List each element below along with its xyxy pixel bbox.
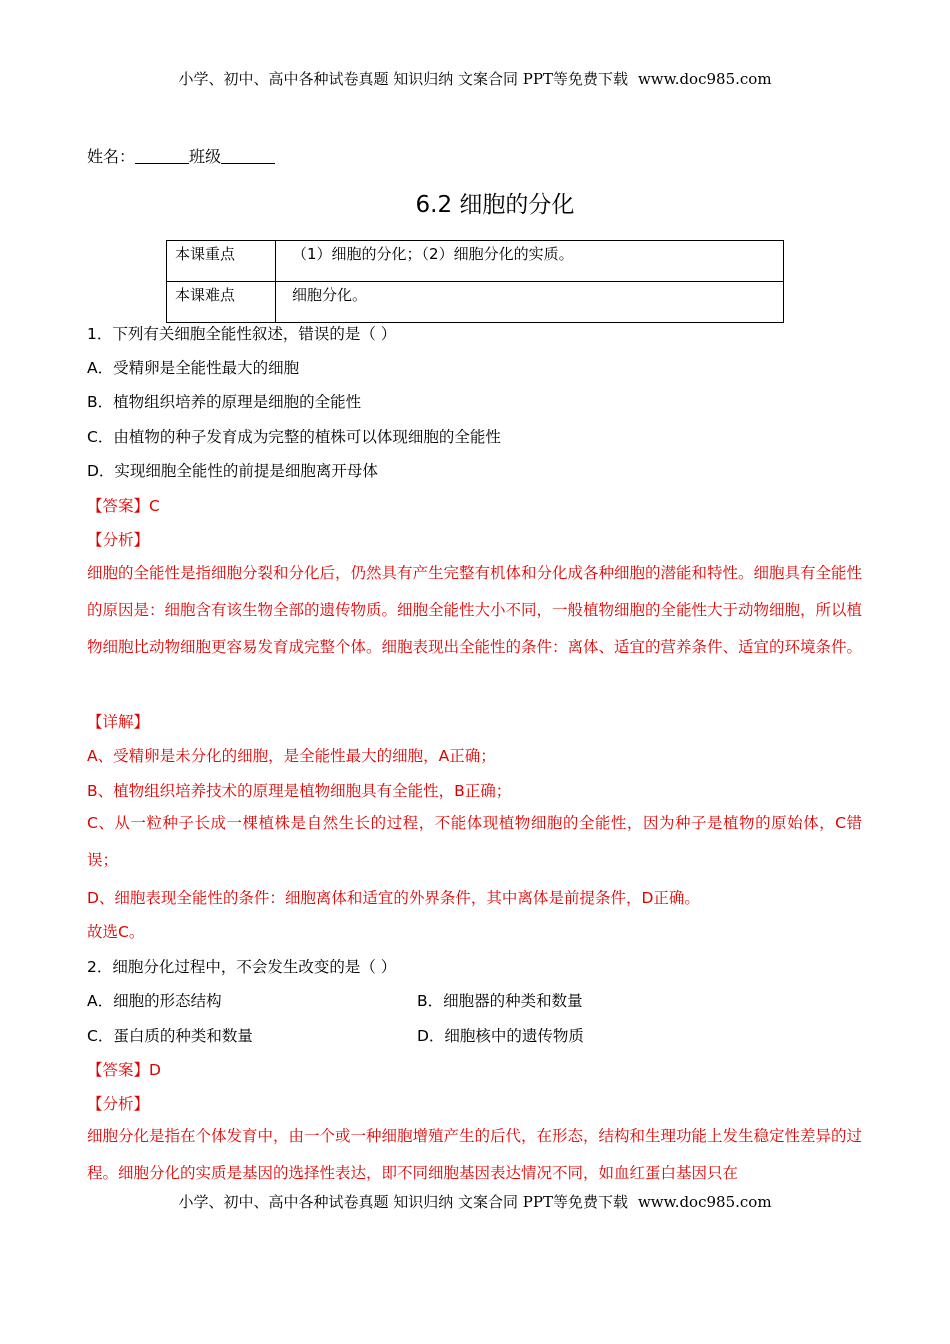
question-1-analysis-label: 【分析】: [87, 531, 150, 549]
question-2-option-c: C．蛋白质的种类和数量: [87, 1027, 253, 1045]
question-1-option-b: B．植物组织培养的原理是细胞的全能性: [87, 393, 362, 411]
name-class-line: [87, 144, 275, 167]
footer-url[interactable]: www.doc985.com: [637, 1193, 772, 1211]
name-label: 姓名：: [87, 147, 136, 166]
question-1-detail-c: C、从一粒种子长成一棵植株是自然生长的过程，不能体现植物细胞的全能性，因为种子是植物的原始体，C错误；: [87, 814, 862, 869]
question-1-option-d: D．实现细胞全能性的前提是细胞离开母体: [87, 462, 378, 480]
page-title: 6.2 细胞的分化: [415, 192, 575, 218]
question-1-option-a: A．受精卵是全能性最大的细胞: [87, 359, 300, 377]
table-cell-label: 本课难点: [167, 282, 276, 323]
question-1-detail-d: D、细胞表现全能性的条件：细胞离体和适宜的外界条件，其中离体是前提条件，D正确。: [87, 889, 700, 907]
question-2-option-b: B．细胞器的种类和数量: [417, 992, 583, 1010]
name-blank[interactable]: [135, 149, 189, 164]
question-2-analysis-label: 【分析】: [87, 1095, 150, 1113]
table-cell-value: 细胞分化。: [276, 282, 784, 323]
question-1-conclusion: 故选C。: [87, 923, 145, 941]
header-url[interactable]: www.doc985.com: [637, 70, 772, 88]
question-1-answer: 【答案】C: [87, 497, 160, 515]
question-2-option-d: D．细胞核中的遗传物质: [417, 1027, 584, 1045]
table-cell-value: （1）细胞的分化；（2）细胞分化的实质。: [276, 241, 784, 282]
table-row: [167, 241, 784, 282]
question-1-detail-b: B、植物组织培养技术的原理是植物细胞具有全能性，B正确；: [87, 782, 512, 800]
question-1-analysis: 细胞的全能性是指细胞分裂和分化后，仍然具有产生完整有机体和分化成各种细胞的潜能和特性。细胞具有全能性的原因是：细胞含有该生物全部的遗传物质。细胞全能性大小不同，一般植物细胞的全能性大于动物细胞，所以植物细胞比动物细胞更容易发育成完整个体。细胞表现出全能性的条件：离体、适宜的营养条件、适宜的环境条件。: [87, 564, 863, 656]
page-header: [0, 68, 950, 89]
page-footer: [0, 1191, 950, 1212]
question-1-stem: 1．下列有关细胞全能性叙述，错误的是（ ）: [87, 325, 397, 343]
question-1-option-c: C．由植物的种子发育成为完整的植株可以体现细胞的全能性: [87, 428, 501, 446]
key-points-table: [166, 240, 784, 323]
question-1-detail-a: A、受精卵是未分化的细胞，是全能性最大的细胞，A正确；: [87, 747, 496, 765]
table-cell-label: 本课重点: [167, 241, 276, 282]
question-1-detail-label: 【详解】: [87, 713, 150, 731]
class-label: 班级: [189, 147, 222, 166]
table-row: [167, 282, 784, 323]
footer-text: 小学、初中、高中各种试卷真题 知识归纳 文案合同 PPT等免费下载: [178, 1193, 628, 1211]
question-2-stem: 2．细胞分化过程中，不会发生改变的是（ ）: [87, 958, 397, 976]
class-blank[interactable]: [221, 149, 275, 164]
question-2-analysis: 细胞分化是指在个体发育中，由一个或一种细胞增殖产生的后代，在形态，结构和生理功能上发生稳定性差异的过程。细胞分化的实质是基因的选择性表达，即不同细胞基因表达情况不同，如血红蛋白基因只在: [87, 1127, 862, 1182]
question-2-answer: 【答案】D: [87, 1061, 161, 1079]
header-text: 小学、初中、高中各种试卷真题 知识归纳 文案合同 PPT等免费下载: [178, 70, 628, 88]
question-2-option-a: A．细胞的形态结构: [87, 992, 222, 1010]
